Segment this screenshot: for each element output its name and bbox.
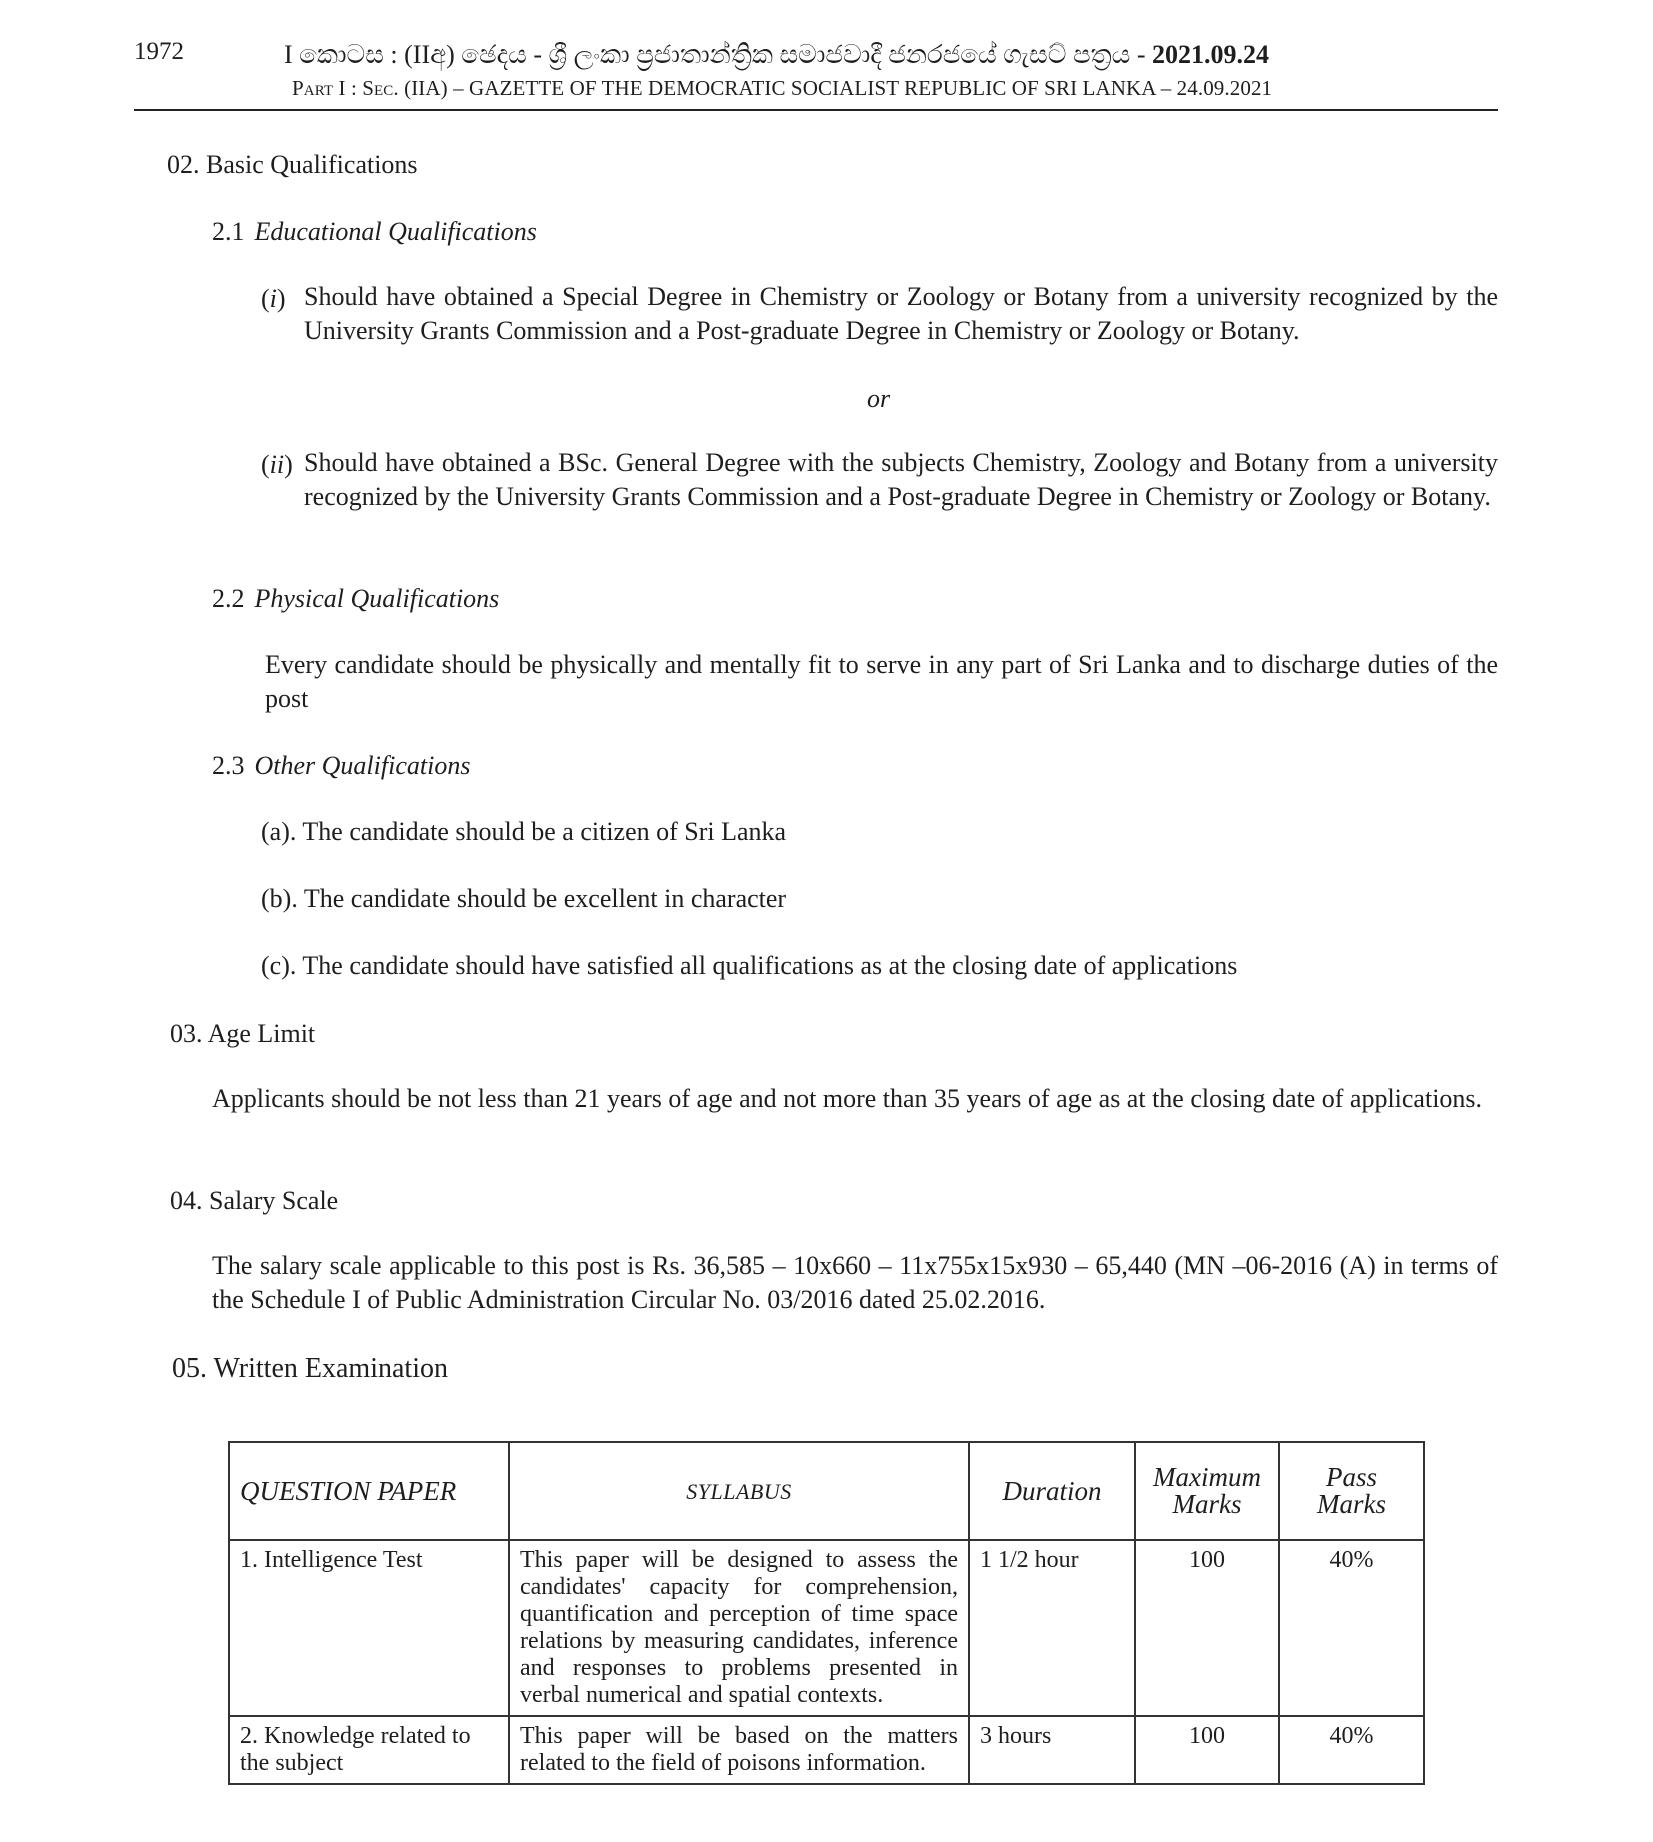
cell-syllabus: This paper will be designed to assess the candidates' capacity for comprehension, quantification and perception of time space relations by measuring candidates, inference and responses to problems presented in verbal numerical and spatial contexts. [509,1540,969,1716]
cell-syllabus: This paper will be based on the matters related to the field of poisons information. [509,1716,969,1784]
subsection-title: Physical Qualifications [254,584,500,613]
section-heading-salary-scale: 04. Salary Scale [170,1186,339,1215]
subsection-heading-physical [212,584,499,614]
gazette-title-english [292,76,1272,101]
written-examination-table [228,1441,1425,1785]
page-number: 1972 [134,38,184,65]
cell-duration: 3 hours [969,1716,1135,1784]
other-qualification-item [261,949,1237,983]
or-separator: or [867,384,891,413]
table-header-row [229,1442,1424,1540]
table-row [229,1540,1424,1716]
header-line: Pass [1325,1462,1377,1492]
cell-maximum-marks: 100 [1135,1716,1279,1784]
subsection-number: 2.3 [212,751,245,780]
item-text: The candidate should be a citizen of Sri Lanka [302,817,787,846]
salary-scale-text: The salary scale applicable to this post is Rs. 36,585 – 10x660 – 11x755x15x930 – 65,440 (MN –06-2016 (A) in terms of the Schedule I of Public Administration Circular No. 03/2016 dated 25.02.2016. [212,1251,1498,1314]
gazette-title-sinhala-text: I කොටස : (IIඅ) ඡෙදය - ශ්‍රී ලංකා ප්‍රජාතාන්ත්‍රික සමාජවාදී ජනරජයේ ගැසට් පත්‍රය - [284,40,1153,69]
other-qualification-item [261,882,786,916]
item-label: (a). [261,817,297,846]
header-pass-marks [1279,1442,1424,1540]
cell-maximum-marks: 100 [1135,1540,1279,1716]
subsection-number: 2.1 [212,217,245,246]
physical-qualifications-text: Every candidate should be physically and mentally fit to serve in any part of Sri Lanka and to discharge duties of the post [265,650,1498,713]
cell-question-paper: 2. Knowledge related to the subject [229,1716,509,1784]
gazette-title-english-text: – GAZETTE OF THE DEMOCRATIC SOCIALIST REPUBLIC OF SRI LANKA – 24.09.2021 [447,76,1273,100]
cell-pass-marks: 40% [1279,1716,1424,1784]
table-row [229,1716,1424,1784]
header-line: Maximum [1153,1462,1261,1492]
item-label-i: (i) [261,284,286,313]
age-limit-text: Applicants should be not less than 21 years of age and not more than 35 years of age as at the closing date of applications. [212,1084,1483,1113]
subsection-title: Other Qualifications [254,751,471,780]
section-heading-written-examination: 05. Written Examination [172,1353,448,1384]
cell-pass-marks: 40% [1279,1540,1424,1716]
item-text: The candidate should be excellent in character [303,884,787,913]
item-label: (c). [261,951,297,980]
subsection-heading-other [212,751,470,781]
item-text-i: Should have obtained a Special Degree in Chemistry or Zoology or Botany from a university recognized by the University Grants Commission and a Post-graduate Degree in Chemistry or Zoology or Botany. [304,282,1498,345]
gazette-date: 2021.09.24 [1152,40,1270,69]
header-duration: Duration [969,1442,1135,1540]
header-syllabus: SYLLABUS [509,1442,969,1540]
section-heading-basic-qualifications: 02. Basic Qualifications [167,150,418,179]
item-text: The candidate should have satisfied all qualifications as at the closing date of applications [302,951,1238,980]
header-line: Marks [1317,1489,1386,1519]
gazette-title-sinhala [284,40,1269,71]
cell-duration: 1 1/2 hour [969,1540,1135,1716]
subsection-number: 2.2 [212,584,245,613]
header-maximum-marks [1135,1442,1279,1540]
header-line: Marks [1172,1489,1242,1519]
item-label-ii: (ii) [261,450,293,479]
gazette-part-label: Part I : Sec. (IIA) [292,76,448,100]
cell-question-paper: 1. Intelligence Test [229,1540,509,1716]
item-text-ii: Should have obtained a BSc. General Degree with the subjects Chemistry, Zoology and Botany from a university recognized by the University Grants Commission and a Post-graduate Degree in Chemistry or Zoology or Botany. [304,448,1498,511]
item-label: (b). [261,884,298,913]
subsection-heading-educational [212,217,537,247]
subsection-title: Educational Qualifications [254,217,537,246]
section-heading-age-limit: 03. Age Limit [170,1019,316,1048]
header-rule [134,109,1498,111]
header-question-paper: QUESTION PAPER [229,1442,509,1540]
other-qualification-item [261,815,786,849]
